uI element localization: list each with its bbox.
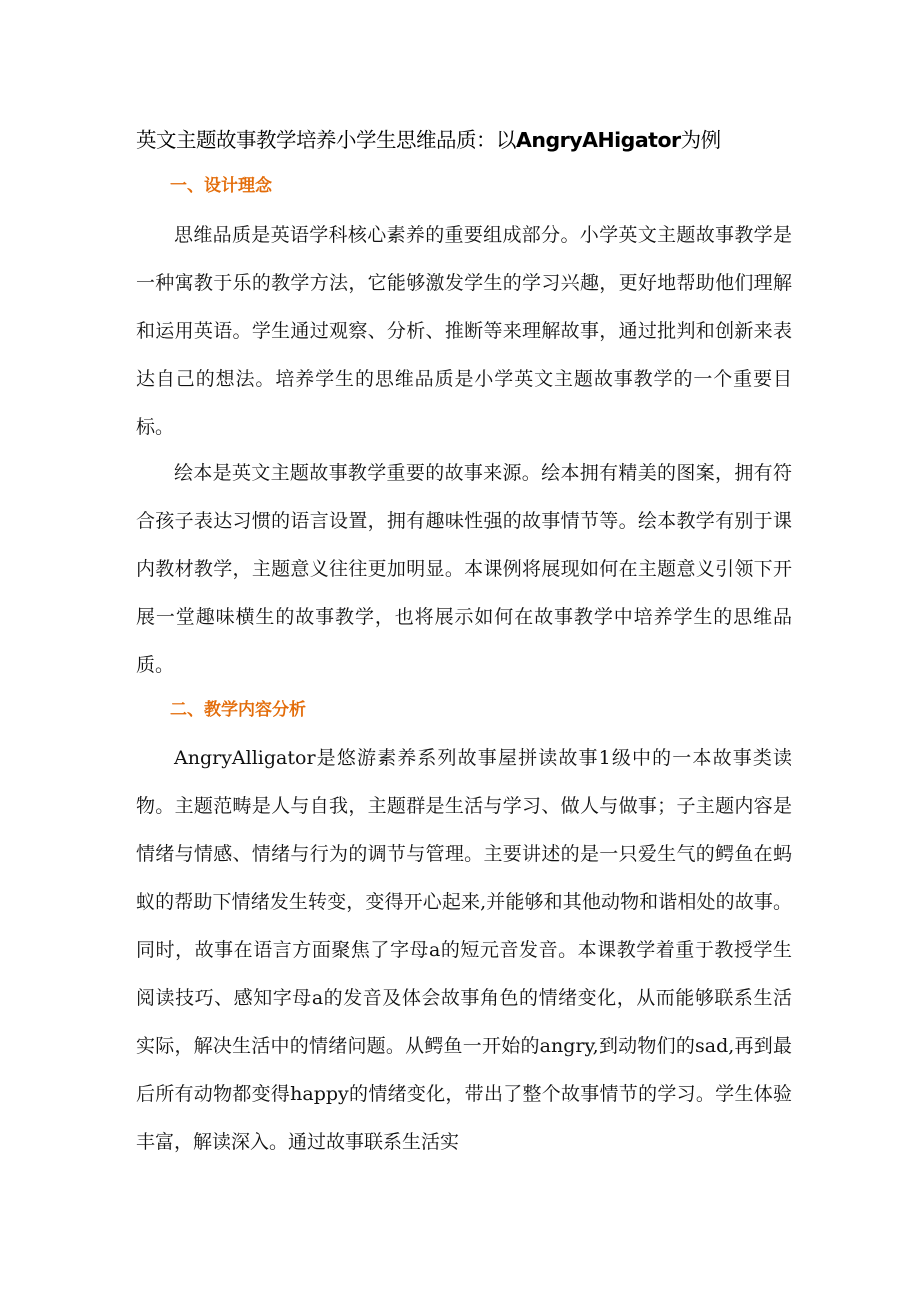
section-heading-design-concept: 一、设计理念 xyxy=(170,176,272,196)
title-prefix: 英文主题故事教学培养小学生思维品质：以 xyxy=(136,128,516,152)
title-suffix: 为例 xyxy=(680,128,721,152)
paragraph-thinking-quality: 思维品质是英语学科核心素养的重要组成部分。小学英文主题故事教学是一种寓教于乐的教学方法，它能够激发学生的学习兴趣，更好地帮助他们理解和运用英语。学生通过观察、分析、推断等来理解故事，通过批判和创新来表达自己的想法。培养学生的思维品质是小学英文主题故事教学的一个重要目标。 xyxy=(136,224,792,438)
document-title xyxy=(136,124,816,156)
section-heading-content-analysis: 二、教学内容分析 xyxy=(170,700,306,720)
paragraph-picture-books: 绘本是英文主题故事教学重要的故事来源。绘本拥有精美的图案，拥有符合孩子表达习惯的语言设置，拥有趣味性强的故事情节等。绘本教学有别于课内教材教学，主题意义往往更加明显。本课例将展现如何在主题意义引领下开展一堂趣味横生的故事教学，也将展示如何在故事教学中培养学生的思维品质。 xyxy=(136,462,792,676)
paragraph-angry-alligator: AngryAlligator是悠游素养系列故事屋拼读故事1级中的一本故事类读物。主题范畴是人与自我，主题群是生活与学习、做人与做事；子主题内容是情绪与情感、情绪与行为的调节与管理。主要讲述的是一只爱生气的鳄鱼在蚂蚁的帮助下情绪发生转变，变得开心起来,并能够和其他动物和谐相处的故事。同时，故事在语言方面聚焦了字母a的短元音发音。本课教学着重于教授学生阅读技巧、感知字母a的发音及体会故事角色的情绪变化，从而能够联系生活实际，解决生活中的情绪问题。从鳄鱼一开始的angry,到动物们的sad,再到最后所有动物都变得happy的情绪变化，带出了整个故事情节的学习。学生体验丰富，解读深入。通过故事联系生活实 xyxy=(136,747,792,1153)
title-english-name: AngryAHigator xyxy=(516,128,681,152)
